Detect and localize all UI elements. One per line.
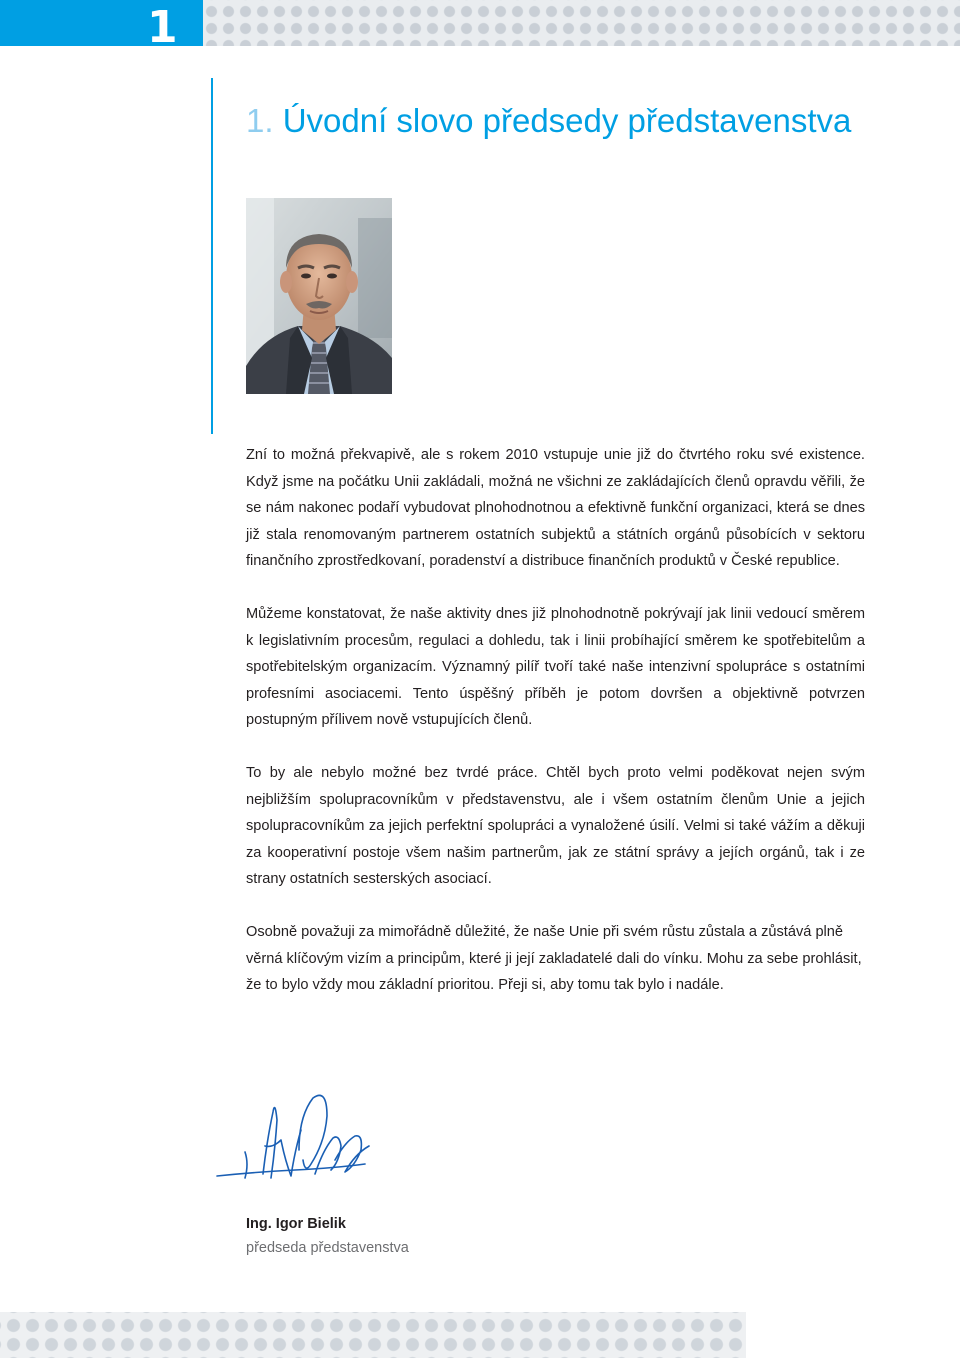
title-number: 1.: [246, 102, 274, 139]
title-text: Úvodní slovo předsedy představenstva: [282, 102, 852, 139]
paragraph: Zní to možná překvapivě, ale s rokem 2010 vstupuje unie již do čtvrtého roku své existence. Když jsme na počátku Unii zakládali, možná ne všichni ze zakládajících členů opravdu věřili, že se nám nakonec podaří vybudovat plnohodnotnou a efektivně funkční organizaci, která se dnes již stala renomovaným partnerem ostatních subjektů a státních orgánů působících v sektoru finančního zprostředkovaní, poradenství a distribuce finančních produktů v České republice.: [246, 447, 865, 569]
page-title: [246, 100, 851, 142]
signer-name: Ing. Igor Bielik: [246, 1216, 346, 1232]
handwritten-signature: [215, 1090, 385, 1200]
portrait-photo: [246, 198, 392, 394]
paragraph: Osobně považuji za mimořádně důležité, že naše Unie při svém růstu zůstala a zůstává plně věrná klíčovým vizím a principům, které ji její zakladatelé dali do vínku. Mohu za sebe prohlásit, že to bylo vždy mou základní prioritou. Přeji si, aby tomu tak bylo i nadále.: [246, 924, 862, 993]
body-text: [246, 442, 865, 1025]
signer-role: předseda představenstva: [246, 1240, 409, 1256]
accent-divider-line: [211, 78, 213, 434]
chapter-number: 1: [147, 2, 178, 53]
paragraph: Můžeme konstatovat, že naše aktivity dnes již plnohodnotně pokrývají jak linii vedoucí směrem k legislativním procesům, regulaci a dohledu, tak i linii probíhající směrem ke spotřebitelům a spotřebitelským organizacím. Významný pilíř tvoří také naše intenzivní spolupráce s ostatními profesními asociacemi. Tento úspěšný příběh je potom dovršen a objektivně potvrzen postupným přílivem nově vstupujících členů.: [246, 606, 865, 728]
paragraph: To by ale nebylo možné bez tvrdé práce. Chtěl bych proto velmi poděkovat nejen svým nejbližším spolupracovníkům v představenstvu, ale i všem ostatním členům Unie a jejich spolupracovníkům za jejich perfektní spolupráci a vynaložené úsilí. Velmi si také vážím a děkuji za kooperativní postoje všem našim partnerům, jak ze státní správy a jejích orgánů, tak i ze strany ostatních sesterských asociací.: [246, 765, 865, 887]
chapter-number-box: [0, 0, 203, 53]
footer-pattern-band: [0, 1312, 746, 1358]
